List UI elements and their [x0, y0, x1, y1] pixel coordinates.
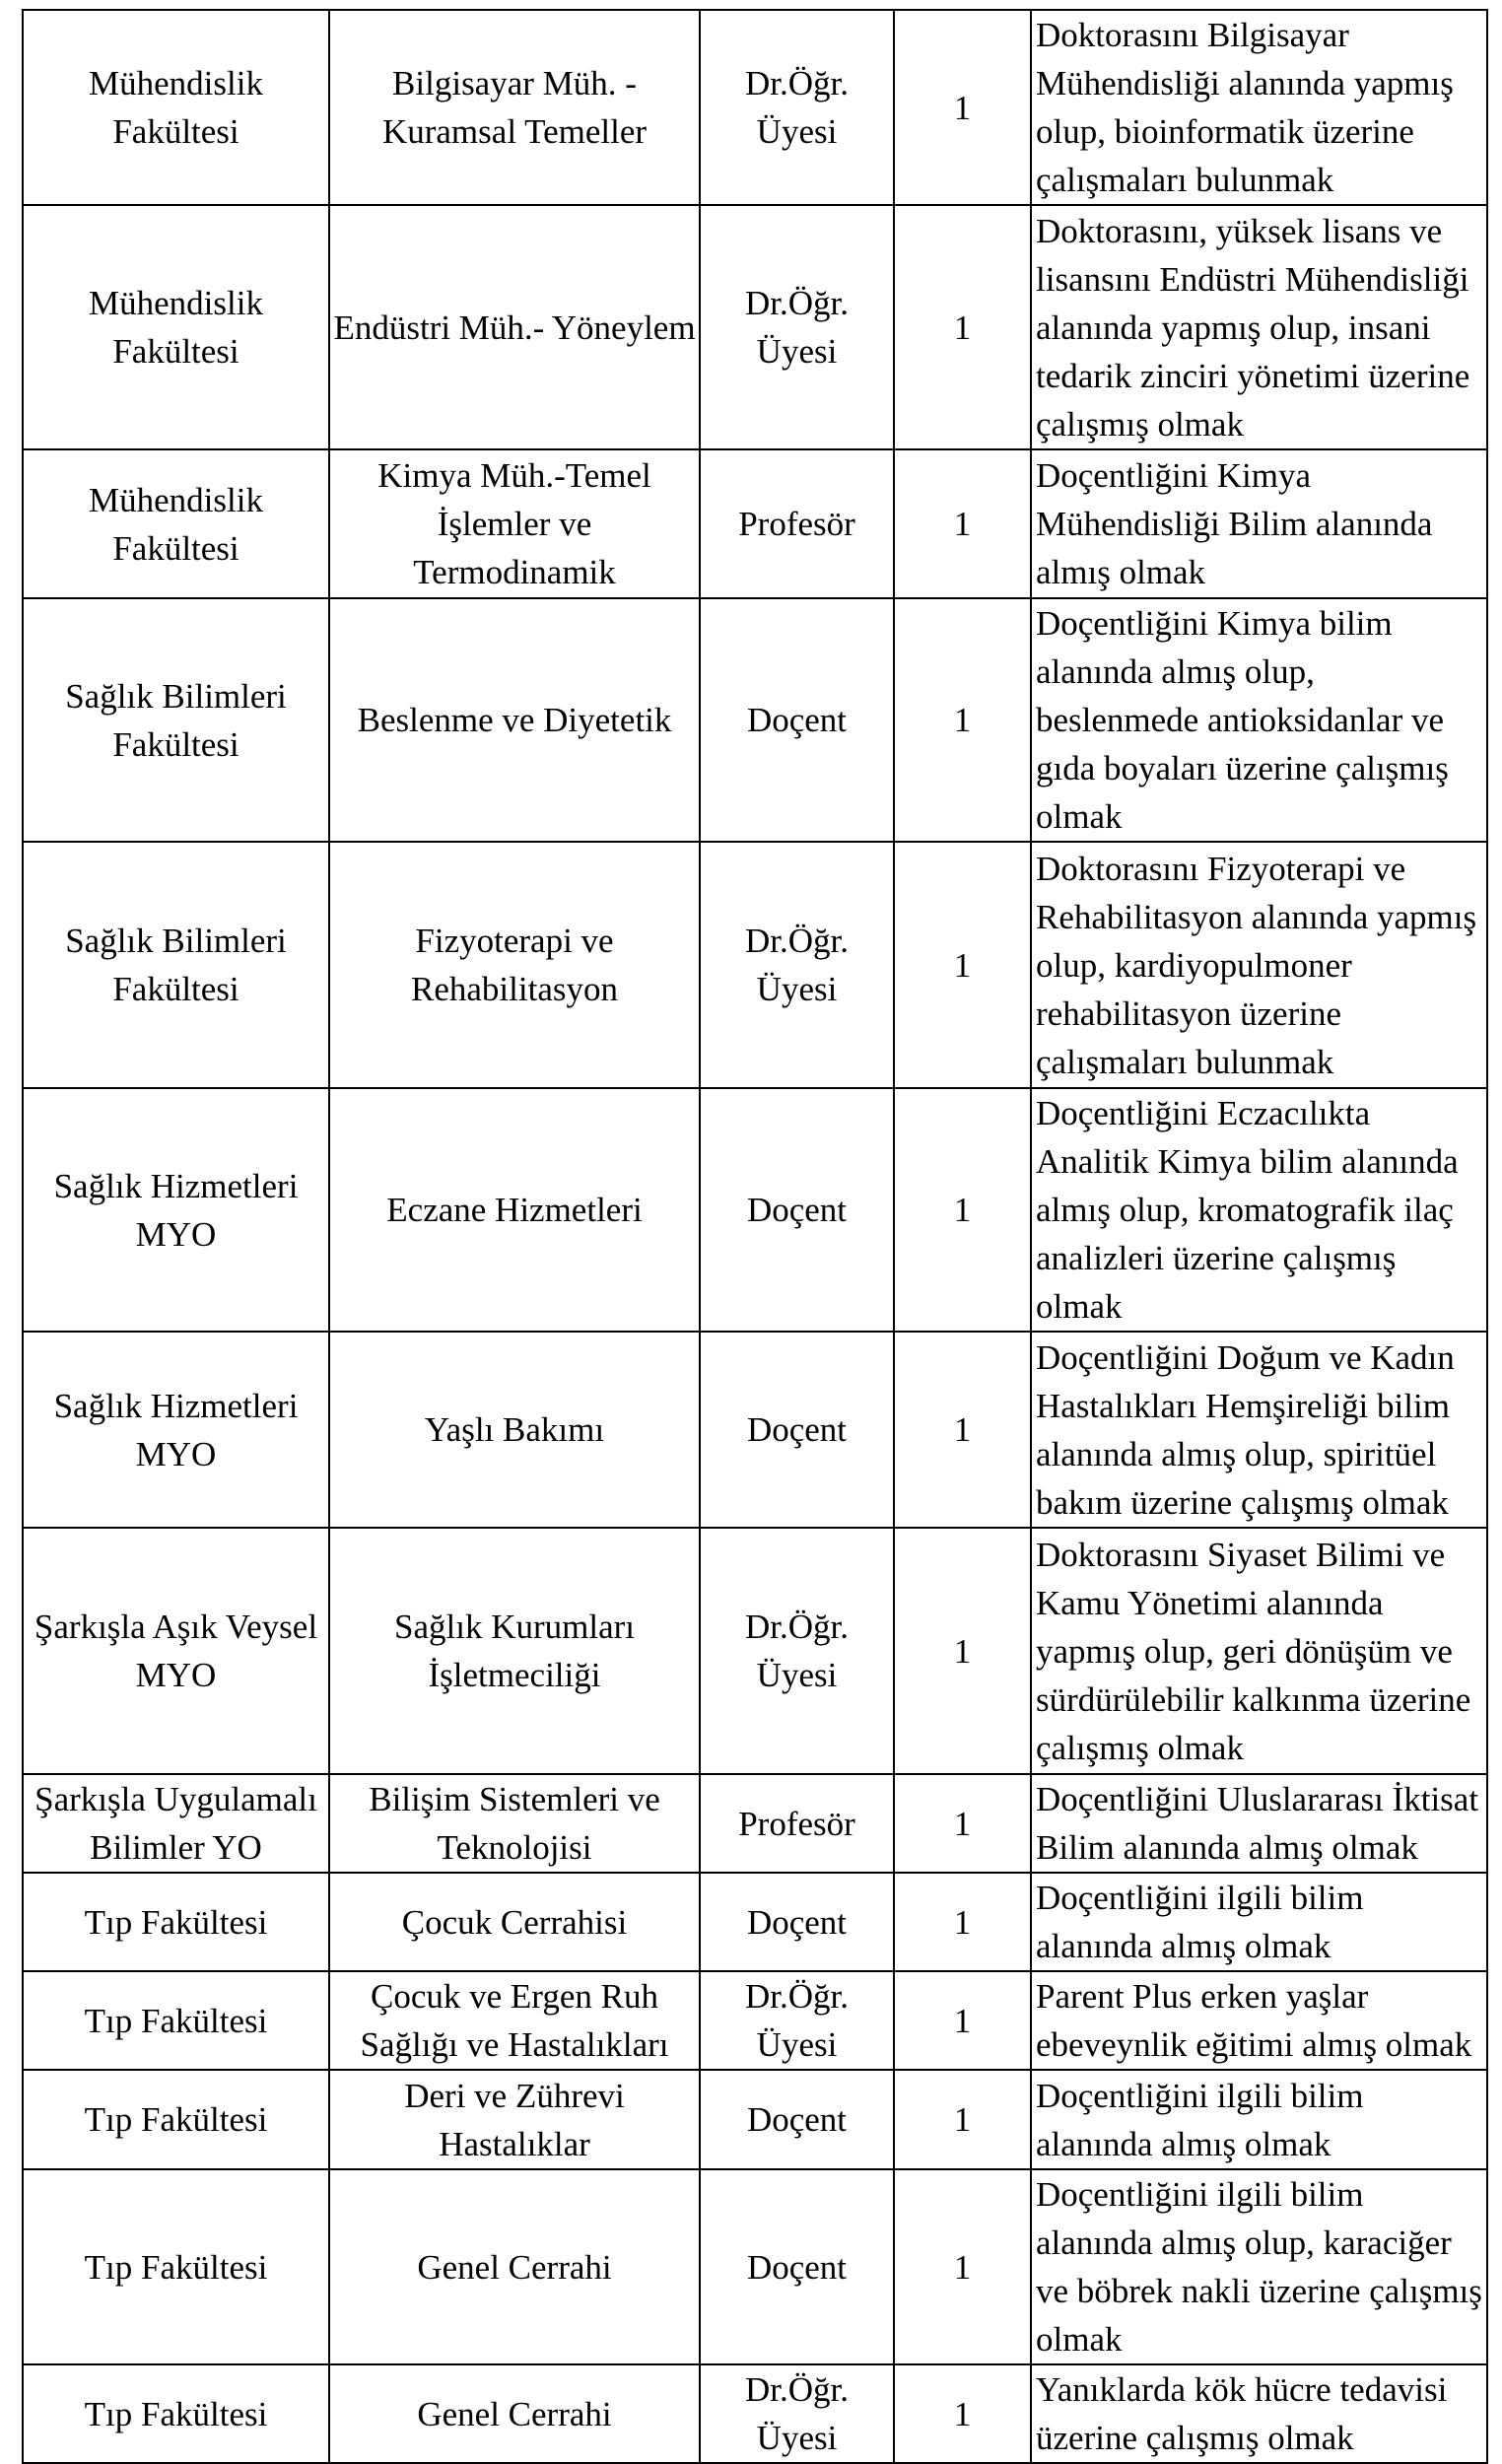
- title-cell: Doçent: [700, 1873, 894, 1971]
- department-cell: Beslenme ve Diyetetik: [329, 598, 700, 842]
- unit-cell: Sağlık Hizmetleri MYO: [23, 1088, 329, 1332]
- count-cell: 1: [894, 598, 1031, 842]
- table-row: [23, 449, 1487, 598]
- title-cell: Dr.Öğr. Üyesi: [700, 2364, 894, 2463]
- department-cell: Deri ve Zührevi Hastalıklar: [329, 2070, 700, 2169]
- table-row: [23, 10, 1487, 205]
- title-cell: Dr.Öğr. Üyesi: [700, 842, 894, 1088]
- unit-cell: Tıp Fakültesi: [23, 1971, 329, 2070]
- table-row: [23, 1774, 1487, 1873]
- requirement-cell: Doktorasını Siyaset Bilimi ve Kamu Yönetimi alanında yapmış olup, geri dönüşüm ve sürdürülebilir kalkınma üzerine çalışmış olmak: [1031, 1528, 1487, 1774]
- requirement-cell: Doçentliğini Doğum ve Kadın Hastalıkları Hemşireliği bilim alanında almış olup, spiritüel bakım üzerine çalışmış olmak: [1031, 1332, 1487, 1528]
- department-cell: Endüstri Müh.- Yöneylem: [329, 205, 700, 449]
- unit-cell: Sağlık Hizmetleri MYO: [23, 1332, 329, 1528]
- count-cell: 1: [894, 1774, 1031, 1873]
- unit-cell: Şarkışla Aşık Veysel MYO: [23, 1528, 329, 1774]
- count-cell: 1: [894, 1332, 1031, 1528]
- count-cell: 1: [894, 842, 1031, 1088]
- title-cell: Profesör: [700, 449, 894, 598]
- unit-cell: Mühendislik Fakültesi: [23, 449, 329, 598]
- department-cell: Bilgisayar Müh. - Kuramsal Temeller: [329, 10, 700, 205]
- title-cell: Doçent: [700, 1332, 894, 1528]
- requirement-cell: Doçentliğini ilgili bilim alanında almış olmak: [1031, 1873, 1487, 1971]
- title-cell: Doçent: [700, 2169, 894, 2364]
- table-row: [23, 1088, 1487, 1332]
- table-row: [23, 1971, 1487, 2070]
- requirement-cell: Doktorasını, yüksek lisans ve lisansını Endüstri Mühendisliği alanında yapmış olup, insani tedarik zinciri yönetimi üzerine çalışmış olmak: [1031, 205, 1487, 449]
- table-row: [23, 2070, 1487, 2169]
- requirement-cell: Doçentliğini ilgili bilim alanında almış olmak: [1031, 2070, 1487, 2169]
- table-row: [23, 1873, 1487, 1971]
- count-cell: 1: [894, 1088, 1031, 1332]
- count-cell: 1: [894, 2169, 1031, 2364]
- title-cell: Doçent: [700, 598, 894, 842]
- department-cell: Sağlık Kurumları İşletmeciliği: [329, 1528, 700, 1774]
- department-cell: Kimya Müh.-Temel İşlemler ve Termodinamik: [329, 449, 700, 598]
- requirement-cell: Doçentliğini Kimya Mühendisliği Bilim alanında almış olmak: [1031, 449, 1487, 598]
- title-cell: Profesör: [700, 1774, 894, 1873]
- requirement-cell: Doktorasını Bilgisayar Mühendisliği alanında yapmış olup, bioinformatik üzerine çalışmaları bulunmak: [1031, 10, 1487, 205]
- unit-cell: Mühendislik Fakültesi: [23, 205, 329, 449]
- table-row: [23, 205, 1487, 449]
- department-cell: Çocuk ve Ergen Ruh Sağlığı ve Hastalıkları: [329, 1971, 700, 2070]
- department-cell: Yaşlı Bakımı: [329, 1332, 700, 1528]
- department-cell: Çocuk Cerrahisi: [329, 1873, 700, 1971]
- requirement-cell: Parent Plus erken yaşlar ebeveynlik eğitimi almış olmak: [1031, 1971, 1487, 2070]
- department-cell: Fizyoterapi ve Rehabilitasyon: [329, 842, 700, 1088]
- requirement-cell: Doktorasını Fizyoterapi ve Rehabilitasyon alanında yapmış olup, kardiyopulmoner rehabilitasyon üzerine çalışmaları bulunmak: [1031, 842, 1487, 1088]
- title-cell: Dr.Öğr. Üyesi: [700, 1528, 894, 1774]
- count-cell: 1: [894, 1971, 1031, 2070]
- count-cell: 1: [894, 1873, 1031, 1971]
- requirement-cell: Yanıklarda kök hücre tedavisi üzerine çalışmış olmak: [1031, 2364, 1487, 2463]
- requirement-cell: Doçentliğini ilgili bilim alanında almış olup, karaciğer ve böbrek nakli üzerine çalışmış olmak: [1031, 2169, 1487, 2364]
- requirement-cell: Doçentliğini Eczacılıkta Analitik Kimya bilim alanında almış olup, kromatografik ilaç analizleri üzerine çalışmış olmak: [1031, 1088, 1487, 1332]
- position-table: [22, 9, 1488, 2464]
- count-cell: 1: [894, 1528, 1031, 1774]
- table-row: [23, 1528, 1487, 1774]
- table-row: [23, 2364, 1487, 2463]
- title-cell: Dr.Öğr. Üyesi: [700, 205, 894, 449]
- unit-cell: Sağlık Bilimleri Fakültesi: [23, 842, 329, 1088]
- count-cell: 1: [894, 2070, 1031, 2169]
- title-cell: Dr.Öğr. Üyesi: [700, 10, 894, 205]
- table-row: [23, 598, 1487, 842]
- department-cell: Genel Cerrahi: [329, 2364, 700, 2463]
- count-cell: 1: [894, 10, 1031, 205]
- requirement-cell: Doçentliğini Kimya bilim alanında almış olup, beslenmede antioksidanlar ve gıda boyaları üzerine çalışmış olmak: [1031, 598, 1487, 842]
- department-cell: Genel Cerrahi: [329, 2169, 700, 2364]
- title-cell: Doçent: [700, 2070, 894, 2169]
- unit-cell: Sağlık Bilimleri Fakültesi: [23, 598, 329, 842]
- unit-cell: Mühendislik Fakültesi: [23, 10, 329, 205]
- unit-cell: Tıp Fakültesi: [23, 1873, 329, 1971]
- unit-cell: Tıp Fakültesi: [23, 2070, 329, 2169]
- table-row: [23, 842, 1487, 1088]
- unit-cell: Şarkışla Uygulamalı Bilimler YO: [23, 1774, 329, 1873]
- count-cell: 1: [894, 2364, 1031, 2463]
- count-cell: 1: [894, 449, 1031, 598]
- department-cell: Eczane Hizmetleri: [329, 1088, 700, 1332]
- department-cell: Bilişim Sistemleri ve Teknolojisi: [329, 1774, 700, 1873]
- unit-cell: Tıp Fakültesi: [23, 2169, 329, 2364]
- count-cell: 1: [894, 205, 1031, 449]
- table-row: [23, 1332, 1487, 1528]
- title-cell: Doçent: [700, 1088, 894, 1332]
- unit-cell: Tıp Fakültesi: [23, 2364, 329, 2463]
- title-cell: Dr.Öğr. Üyesi: [700, 1971, 894, 2070]
- requirement-cell: Doçentliğini Uluslararası İktisat Bilim alanında almış olmak: [1031, 1774, 1487, 1873]
- table-row: [23, 2169, 1487, 2364]
